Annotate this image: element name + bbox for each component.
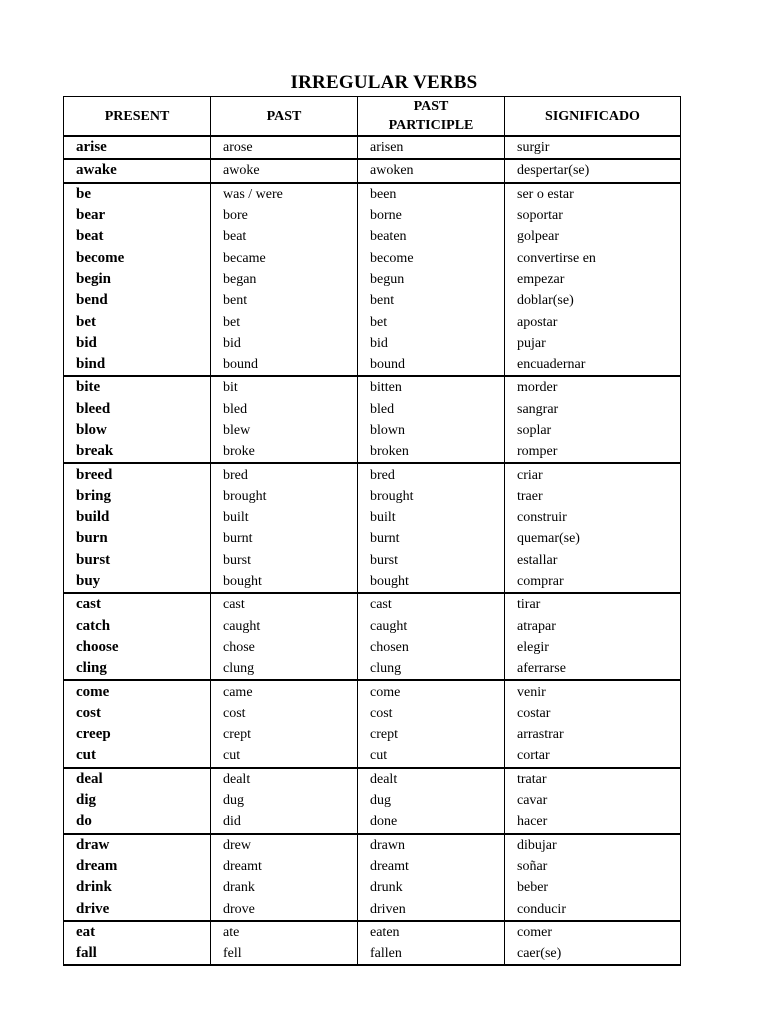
past-participle-cell: done [358, 811, 505, 833]
past-participle-cell: drunk [358, 877, 505, 898]
present-cell: cut [64, 745, 211, 767]
past-cell: bled [211, 399, 358, 420]
present-cell: fall [64, 943, 211, 965]
past-participle-cell: been [358, 183, 505, 205]
past-participle-header-line1: PAST [413, 99, 449, 114]
past-participle-cell: bet [358, 311, 505, 332]
past-cell: crept [211, 724, 358, 745]
past-cell: bound [211, 354, 358, 376]
past-participle-cell: beaten [358, 226, 505, 247]
past-participle-cell: burst [358, 550, 505, 571]
table-row [64, 898, 681, 920]
past-participle-cell: bought [358, 571, 505, 593]
past-participle-cell: eaten [358, 921, 505, 943]
past-cell: built [211, 507, 358, 528]
table-row [64, 921, 681, 943]
present-cell: choose [64, 637, 211, 658]
past-cell: began [211, 269, 358, 290]
significado-cell: traer [505, 486, 681, 507]
table-row [64, 290, 681, 311]
present-cell: be [64, 183, 211, 205]
past-participle-cell: cast [358, 593, 505, 615]
past-participle-cell: bid [358, 333, 505, 354]
past-cell: bet [211, 311, 358, 332]
significado-cell: golpear [505, 226, 681, 247]
table-row [64, 637, 681, 658]
present-cell: build [64, 507, 211, 528]
present-cell: dig [64, 790, 211, 811]
table-row [64, 790, 681, 811]
significado-cell: despertar(se) [505, 159, 681, 182]
present-cell: begin [64, 269, 211, 290]
significado-cell: encuadernar [505, 354, 681, 376]
past-participle-column-header [358, 97, 505, 137]
present-cell: breed [64, 463, 211, 485]
past-cell: cast [211, 593, 358, 615]
past-cell: cost [211, 703, 358, 724]
significado-cell: morder [505, 376, 681, 398]
table-row [64, 376, 681, 398]
present-cell: burst [64, 550, 211, 571]
past-cell: arose [211, 136, 358, 159]
table-row [64, 441, 681, 463]
past-cell: blew [211, 420, 358, 441]
table-row [64, 856, 681, 877]
past-participle-cell: burnt [358, 528, 505, 549]
table-row [64, 183, 681, 205]
present-cell: bleed [64, 399, 211, 420]
table-row [64, 463, 681, 485]
past-column-header: PAST [211, 97, 358, 137]
past-cell: burnt [211, 528, 358, 549]
significado-cell: empezar [505, 269, 681, 290]
past-cell: bought [211, 571, 358, 593]
past-participle-cell: brought [358, 486, 505, 507]
significado-cell: elegir [505, 637, 681, 658]
table-row [64, 550, 681, 571]
table-row [64, 877, 681, 898]
present-cell: do [64, 811, 211, 833]
header-row [64, 97, 681, 137]
significado-cell: apostar [505, 311, 681, 332]
past-cell: cut [211, 745, 358, 767]
past-cell: broke [211, 441, 358, 463]
present-cell: come [64, 680, 211, 702]
past-cell: drank [211, 877, 358, 898]
table-row [64, 136, 681, 159]
past-participle-cell: borne [358, 205, 505, 226]
past-cell: drew [211, 834, 358, 856]
present-cell: deal [64, 768, 211, 790]
past-cell: bore [211, 205, 358, 226]
table-row [64, 333, 681, 354]
past-cell: fell [211, 943, 358, 965]
past-cell: burst [211, 550, 358, 571]
past-participle-cell: dreamt [358, 856, 505, 877]
present-cell: arise [64, 136, 211, 159]
present-cell: creep [64, 724, 211, 745]
past-participle-cell: cut [358, 745, 505, 767]
present-cell: eat [64, 921, 211, 943]
past-participle-cell: awoken [358, 159, 505, 182]
past-participle-cell: fallen [358, 943, 505, 965]
past-cell: bit [211, 376, 358, 398]
past-participle-cell: blown [358, 420, 505, 441]
present-cell: cling [64, 658, 211, 680]
significado-cell: tratar [505, 768, 681, 790]
significado-cell: pujar [505, 333, 681, 354]
significado-cell: surgir [505, 136, 681, 159]
significado-cell: costar [505, 703, 681, 724]
present-cell: break [64, 441, 211, 463]
past-participle-cell: chosen [358, 637, 505, 658]
significado-cell: dibujar [505, 834, 681, 856]
table-row [64, 616, 681, 637]
present-cell: bring [64, 486, 211, 507]
present-cell: become [64, 247, 211, 268]
present-cell: catch [64, 616, 211, 637]
present-cell: cast [64, 593, 211, 615]
significado-column-header: SIGNIFICADO [505, 97, 681, 137]
past-cell: came [211, 680, 358, 702]
past-participle-cell: drawn [358, 834, 505, 856]
table-row [64, 354, 681, 376]
irregular-verbs-table [63, 96, 681, 966]
present-cell: bend [64, 290, 211, 311]
table-row [64, 269, 681, 290]
past-participle-cell: come [358, 680, 505, 702]
significado-cell: estallar [505, 550, 681, 571]
present-cell: blow [64, 420, 211, 441]
significado-cell: ser o estar [505, 183, 681, 205]
significado-cell: cavar [505, 790, 681, 811]
table-row [64, 768, 681, 790]
significado-cell: caer(se) [505, 943, 681, 965]
past-cell: dreamt [211, 856, 358, 877]
past-participle-cell: bred [358, 463, 505, 485]
table-row [64, 226, 681, 247]
table-row [64, 159, 681, 182]
present-cell: drink [64, 877, 211, 898]
past-cell: became [211, 247, 358, 268]
past-participle-cell: dealt [358, 768, 505, 790]
present-cell: buy [64, 571, 211, 593]
significado-cell: soplar [505, 420, 681, 441]
present-cell: burn [64, 528, 211, 549]
past-cell: dealt [211, 768, 358, 790]
past-cell: ate [211, 921, 358, 943]
past-participle-cell: arisen [358, 136, 505, 159]
present-cell: bid [64, 333, 211, 354]
past-cell: bent [211, 290, 358, 311]
past-cell: beat [211, 226, 358, 247]
past-cell: clung [211, 658, 358, 680]
past-participle-cell: become [358, 247, 505, 268]
past-cell: chose [211, 637, 358, 658]
past-participle-cell: clung [358, 658, 505, 680]
present-cell: drive [64, 898, 211, 920]
present-cell: bear [64, 205, 211, 226]
significado-cell: beber [505, 877, 681, 898]
past-cell: did [211, 811, 358, 833]
past-participle-cell: bled [358, 399, 505, 420]
table-row [64, 658, 681, 680]
significado-cell: hacer [505, 811, 681, 833]
present-cell: bind [64, 354, 211, 376]
table-row [64, 811, 681, 833]
past-participle-cell: begun [358, 269, 505, 290]
significado-cell: sangrar [505, 399, 681, 420]
table-row [64, 724, 681, 745]
page-title: IRREGULAR VERBS [290, 72, 478, 93]
table-row [64, 593, 681, 615]
significado-cell: aferrarse [505, 658, 681, 680]
past-participle-cell: cost [358, 703, 505, 724]
significado-cell: comer [505, 921, 681, 943]
past-participle-cell: driven [358, 898, 505, 920]
table-row [64, 703, 681, 724]
past-participle-cell: caught [358, 616, 505, 637]
past-participle-cell: bitten [358, 376, 505, 398]
present-cell: draw [64, 834, 211, 856]
past-participle-cell: bent [358, 290, 505, 311]
past-cell: drove [211, 898, 358, 920]
table-row [64, 834, 681, 856]
past-cell: caught [211, 616, 358, 637]
table-row [64, 571, 681, 593]
past-participle-cell: crept [358, 724, 505, 745]
table-row [64, 311, 681, 332]
present-cell: awake [64, 159, 211, 182]
significado-cell: soñar [505, 856, 681, 877]
table-row [64, 399, 681, 420]
table-row [64, 247, 681, 268]
past-cell: brought [211, 486, 358, 507]
table-row [64, 420, 681, 441]
table-row [64, 507, 681, 528]
past-cell: bred [211, 463, 358, 485]
significado-cell: arrastrar [505, 724, 681, 745]
past-cell: was / were [211, 183, 358, 205]
past-participle-cell: broken [358, 441, 505, 463]
table-body [64, 136, 681, 965]
table-row [64, 486, 681, 507]
past-participle-cell: built [358, 507, 505, 528]
table-header [64, 97, 681, 137]
table-row [64, 528, 681, 549]
past-participle-cell: bound [358, 354, 505, 376]
past-participle-cell: dug [358, 790, 505, 811]
significado-cell: tirar [505, 593, 681, 615]
significado-cell: atrapar [505, 616, 681, 637]
present-column-header: PRESENT [64, 97, 211, 137]
present-cell: bet [64, 311, 211, 332]
significado-cell: romper [505, 441, 681, 463]
significado-cell: conducir [505, 898, 681, 920]
significado-cell: cortar [505, 745, 681, 767]
present-cell: bite [64, 376, 211, 398]
significado-cell: soportar [505, 205, 681, 226]
significado-cell: comprar [505, 571, 681, 593]
significado-cell: criar [505, 463, 681, 485]
table-row [64, 943, 681, 965]
significado-cell: quemar(se) [505, 528, 681, 549]
present-cell: dream [64, 856, 211, 877]
present-cell: beat [64, 226, 211, 247]
significado-cell: doblar(se) [505, 290, 681, 311]
past-cell: bid [211, 333, 358, 354]
table-row [64, 745, 681, 767]
significado-cell: venir [505, 680, 681, 702]
past-cell: awoke [211, 159, 358, 182]
past-cell: dug [211, 790, 358, 811]
significado-cell: convertirse en [505, 247, 681, 268]
table-row [64, 205, 681, 226]
table-row [64, 680, 681, 702]
significado-cell: construir [505, 507, 681, 528]
past-participle-header-line2: PARTICIPLE [388, 118, 474, 133]
present-cell: cost [64, 703, 211, 724]
